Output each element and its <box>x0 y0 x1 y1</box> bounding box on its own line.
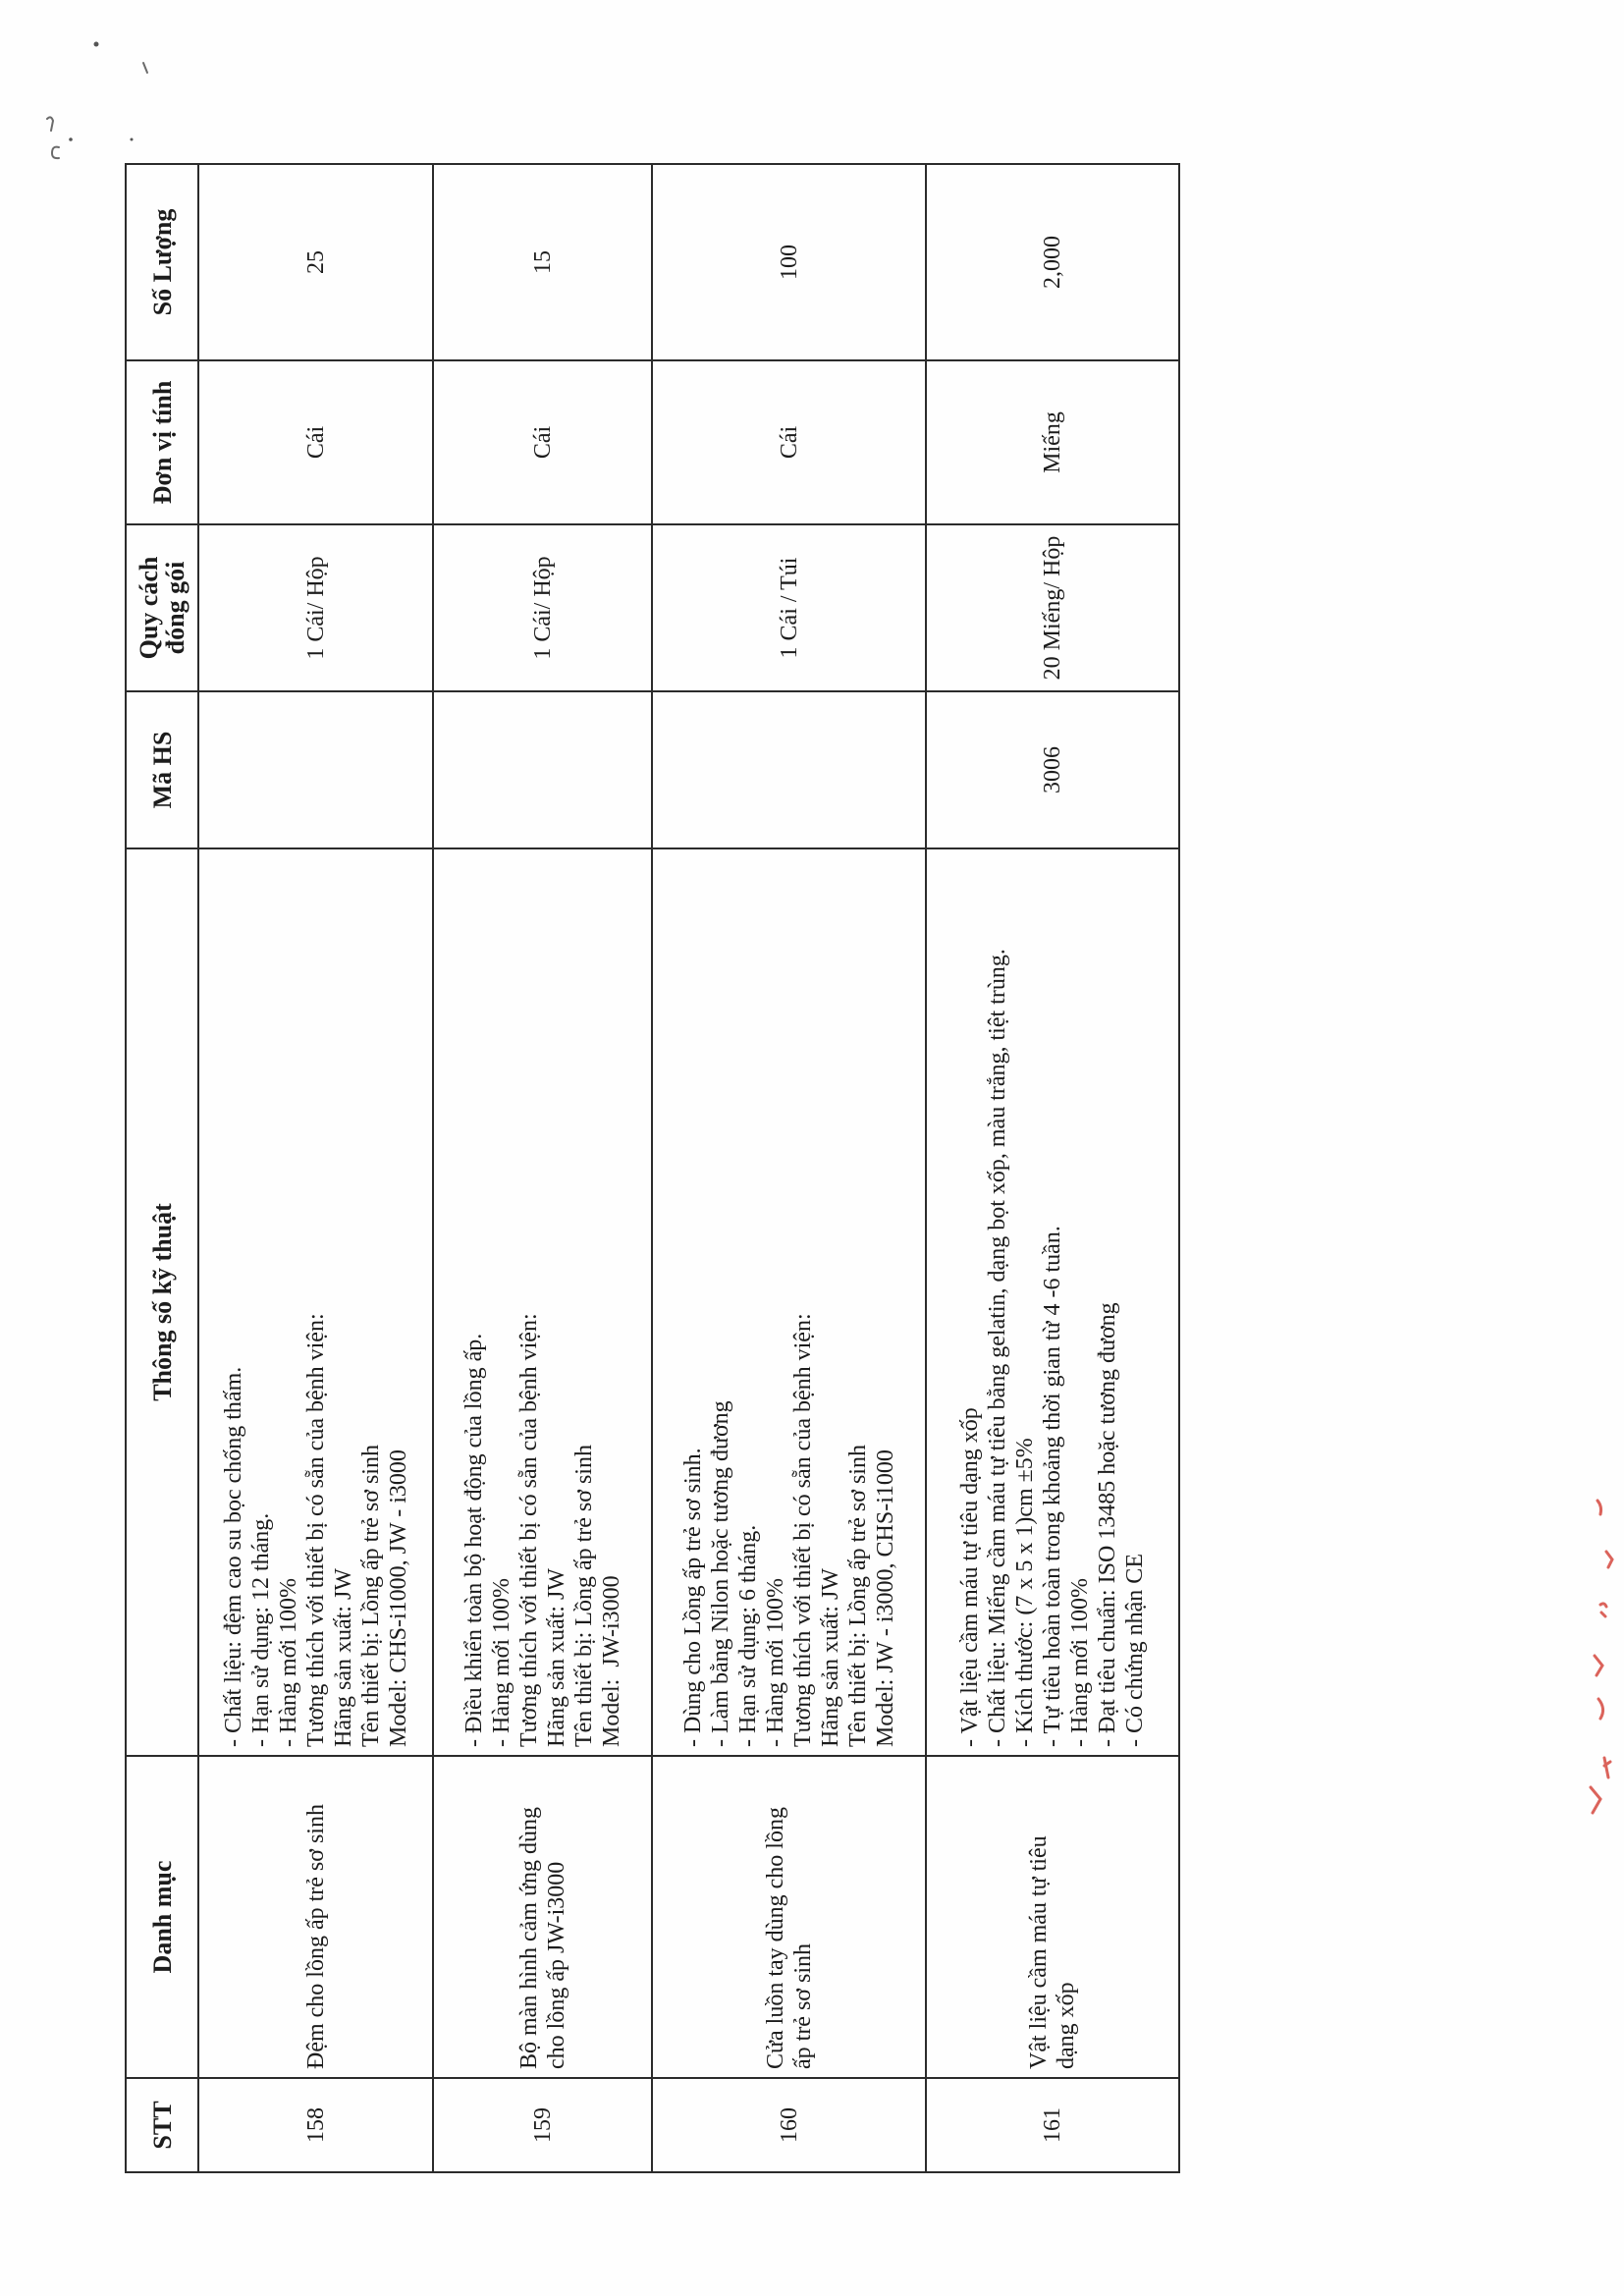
stt-cell: 160 <box>652 2078 926 2172</box>
spec-line: Tương thích với thiết bị có sẵn của bệnh viện: <box>515 1313 542 1747</box>
item-name-cell <box>433 1756 652 2078</box>
table-row <box>652 164 926 2172</box>
stt-cell: 161 <box>926 2078 1179 2172</box>
item-name-line: cho lồng ấp JW-i3000 <box>543 1861 569 2069</box>
header-specifications: Thông số kỹ thuật <box>126 848 198 1756</box>
packaging-cell: 1 Cái/ Hộp <box>198 524 433 691</box>
table-header-row <box>126 164 198 2172</box>
hs-code-cell: 3006 <box>926 691 1179 848</box>
item-name-line: ấp trẻ sơ sinh <box>789 1942 816 2069</box>
spec-line: - Làm bằng Nilon hoặc tương đương <box>707 1400 733 1747</box>
item-name-line: Vật liệu cầm máu tự tiêu <box>1026 1835 1052 2069</box>
table-row <box>926 164 1179 2172</box>
spec-line: - Hàng mới 100% <box>488 1578 514 1747</box>
stt-cell: 158 <box>198 2078 433 2172</box>
table-row <box>433 164 652 2172</box>
red-stamp-fragment <box>1571 1483 1624 1827</box>
spec-line: Hãng sản xuất: JW <box>330 1568 356 1747</box>
spec-line: - Tự tiêu hoàn toàn trong khoảng thời gian từ 4 -6 tuần. <box>1040 1226 1065 1747</box>
spec-cell <box>652 848 926 1756</box>
hs-code-cell <box>198 691 433 848</box>
hs-code-cell <box>652 691 926 848</box>
spec-cell <box>198 848 433 1756</box>
quantity-cell: 15 <box>433 164 652 360</box>
spec-line: Hãng sản xuất: JW <box>543 1568 569 1747</box>
spec-line: - Hàng mới 100% <box>762 1578 788 1747</box>
quantity-cell: 2,000 <box>926 164 1179 360</box>
unit-cell: Cái <box>198 360 433 524</box>
item-name-line: Bộ màn hình cảm ứng dùng <box>515 1807 542 2069</box>
header-hs-code: Mã HS <box>126 691 198 848</box>
header-unit: Đơn vị tính <box>126 360 198 524</box>
header-stt: STT <box>126 2078 198 2172</box>
spec-line: - Đạt tiêu chuẩn: ISO 13485 hoặc tương đương <box>1095 1302 1120 1747</box>
spec-line: - Hạn sử dụng: 12 tháng. <box>247 1512 274 1747</box>
spec-line: - Hàng mới 100% <box>275 1578 301 1747</box>
spec-line: - Dùng cho Lồng ấp trẻ sơ sinh. <box>679 1448 706 1747</box>
spec-cell <box>433 848 652 1756</box>
unit-cell: Miếng <box>926 360 1179 524</box>
spec-line: Hãng sản xuất: JW <box>817 1568 843 1747</box>
spec-line: - Chất liệu: đệm cao su bọc chống thấm. <box>220 1366 246 1747</box>
spec-line: Tên thiết bị: Lồng ấp trẻ sơ sinh <box>570 1445 597 1747</box>
spec-line: - Kích thước: (7 x 5 x 1)cm ±5% <box>1012 1438 1038 1747</box>
item-name-line: dạng xốp <box>1054 1982 1079 2069</box>
spec-line: Model: CHS-i1000, JW - i3000 <box>385 1449 411 1747</box>
item-name-cell <box>198 1756 433 2078</box>
spec-line: Model: JW-i3000 <box>598 1575 624 1747</box>
item-name-line: Cửa luồn tay dùng cho lồng <box>762 1807 788 2069</box>
spec-line: - Có chứng nhận CE <box>1122 1554 1148 1747</box>
header-packaging <box>126 524 198 691</box>
table-row <box>198 164 433 2172</box>
packaging-cell: 20 Miếng/ Hộp <box>926 524 1179 691</box>
item-name-cell <box>926 1756 1179 2078</box>
packaging-cell: 1 Cái/ Hộp <box>433 524 652 691</box>
spec-cell <box>926 848 1179 1756</box>
spec-line: - Vật liệu cầm máu tự tiêu dạng xốp <box>957 1407 983 1747</box>
unit-cell: Cái <box>652 360 926 524</box>
hs-code-cell <box>433 691 652 848</box>
spec-line: Model: JW - i3000, CHS-i1000 <box>872 1449 898 1747</box>
rotated-table-container <box>125 165 1178 2173</box>
spec-line: - Hàng mới 100% <box>1067 1578 1093 1747</box>
spec-table <box>125 163 1180 2173</box>
spec-line: Tương thích với thiết bị có sẵn của bệnh viện: <box>789 1313 816 1747</box>
spec-line: Tên thiết bị: Lồng ấp trẻ sơ sinh <box>357 1445 384 1747</box>
header-item-name: Danh mục <box>126 1756 198 2078</box>
spec-line: Tương thích với thiết bị có sẵn của bệnh viện: <box>302 1313 329 1747</box>
quantity-cell: 100 <box>652 164 926 360</box>
unit-cell: Cái <box>433 360 652 524</box>
item-name-line: Đệm cho lồng ấp trẻ sơ sinh <box>302 1804 329 2069</box>
spec-line: - Điều khiển toàn bộ hoạt động của lồng ấp. <box>460 1333 487 1747</box>
quantity-cell: 25 <box>198 164 433 360</box>
header-quantity: Số Lượng <box>126 164 198 360</box>
header-packaging-line: đóng gói <box>161 561 189 655</box>
spec-line: - Hạn sử dụng: 6 tháng. <box>734 1524 761 1747</box>
packaging-cell: 1 Cái / Túi <box>652 524 926 691</box>
spec-line: - Chất liệu: Miếng cầm máu tự tiêu bằng gelatin, dạng bọt xốp, màu trắng, tiệt trùng. <box>985 949 1010 1747</box>
item-name-cell <box>652 1756 926 2078</box>
stt-cell: 159 <box>433 2078 652 2172</box>
spec-line: Tên thiết bị: Lồng ấp trẻ sơ sinh <box>844 1445 871 1747</box>
header-packaging-line: Quy cách <box>135 556 163 660</box>
